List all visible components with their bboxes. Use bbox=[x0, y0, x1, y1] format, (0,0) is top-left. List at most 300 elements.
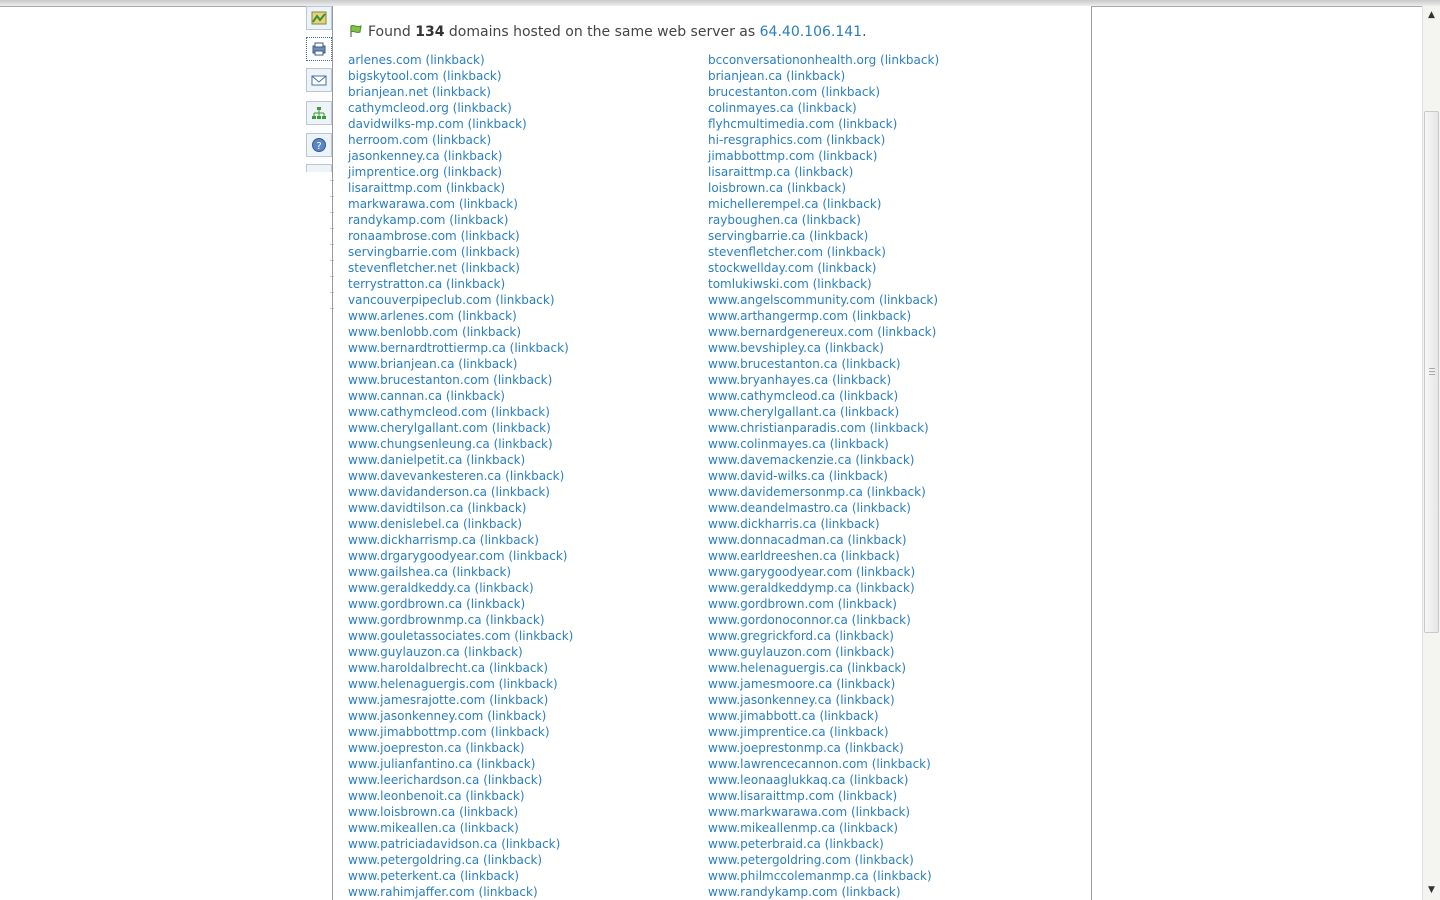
domain-row bbox=[708, 228, 939, 244]
linkback-link[interactable]: (linkback) bbox=[460, 261, 520, 275]
more-button[interactable] bbox=[306, 164, 332, 172]
domain-link[interactable]: www.mikeallen.ca bbox=[348, 821, 456, 835]
domain-link[interactable]: www.cannan.ca bbox=[348, 389, 443, 403]
domain-link[interactable]: www.markwarawa.com bbox=[708, 805, 848, 819]
domain-link[interactable]: www.leonaaglukkaq.ca bbox=[708, 773, 846, 787]
linkback-link[interactable]: (linkback) bbox=[849, 773, 909, 787]
domain-list-left bbox=[348, 52, 573, 900]
domain-link[interactable]: www.gordbrownmp.ca bbox=[348, 613, 482, 627]
linkback-link[interactable]: (linkback) bbox=[786, 69, 846, 83]
linkback-link[interactable]: (linkback) bbox=[835, 645, 895, 659]
linkback-link[interactable]: (linkback) bbox=[844, 741, 904, 755]
domain-link[interactable]: www.geraldkeddy.ca bbox=[348, 581, 471, 595]
domain-link[interactable]: www.gordbrown.ca bbox=[348, 597, 463, 611]
linkback-link[interactable]: (linkback) bbox=[432, 133, 492, 147]
linkback-link[interactable]: (linkback) bbox=[463, 645, 523, 659]
linkback-link[interactable]: (linkback) bbox=[498, 677, 558, 691]
domain-row bbox=[708, 564, 939, 580]
domain-link[interactable]: www.drgarygoodyear.com bbox=[348, 549, 505, 563]
domain-link[interactable]: www.danielpetit.ca bbox=[348, 453, 463, 467]
domain-link[interactable]: www.brucestanton.ca bbox=[708, 357, 838, 371]
help-button[interactable] bbox=[306, 133, 332, 157]
domain-link[interactable]: www.jasonkenney.com bbox=[348, 709, 484, 723]
domain-row bbox=[708, 516, 939, 532]
domain-link[interactable]: www.arlenes.com bbox=[348, 309, 454, 323]
domain-row bbox=[348, 132, 573, 148]
domain-link[interactable]: www.guylauzon.ca bbox=[348, 645, 460, 659]
linkback-link[interactable]: (linkback) bbox=[839, 821, 899, 835]
domain-row bbox=[348, 676, 573, 692]
linkback-link[interactable]: (linkback) bbox=[794, 165, 854, 179]
header-suffix: . bbox=[862, 24, 867, 40]
domain-row bbox=[708, 260, 939, 276]
domain-link[interactable]: www.david-wilks.ca bbox=[708, 469, 825, 483]
linkback-link[interactable]: (linkback) bbox=[839, 389, 899, 403]
linkback-link[interactable]: (linkback) bbox=[832, 373, 892, 387]
linkback-link[interactable]: (linkback) bbox=[854, 853, 914, 867]
linkback-link[interactable]: (linkback) bbox=[880, 53, 940, 67]
domain-row bbox=[708, 356, 939, 372]
domain-row bbox=[708, 52, 939, 68]
domain-row bbox=[348, 180, 573, 196]
domain-link[interactable]: loisbrown.ca bbox=[708, 181, 784, 195]
domain-link[interactable]: cathymcleod.org bbox=[348, 101, 449, 115]
domain-link[interactable]: www.jamesmoore.ca bbox=[708, 677, 833, 691]
domain-row bbox=[348, 660, 573, 676]
domain-row bbox=[708, 372, 939, 388]
linkback-link[interactable]: (linkback) bbox=[836, 677, 896, 691]
panel-divider-dots bbox=[330, 180, 334, 310]
linkback-link[interactable]: (linkback) bbox=[490, 485, 550, 499]
domain-link[interactable]: www.brucestanton.com bbox=[348, 373, 490, 387]
domain-link[interactable]: www.benlobb.com bbox=[348, 325, 459, 339]
domain-link[interactable]: www.cathymcleod.com bbox=[348, 405, 487, 419]
domain-link[interactable]: www.jamesrajotte.com bbox=[348, 693, 486, 707]
domain-link[interactable]: www.joepreston.ca bbox=[348, 741, 462, 755]
mail-icon bbox=[311, 72, 327, 88]
domain-link[interactable]: arlenes.com bbox=[348, 53, 422, 67]
domain-link[interactable]: www.cherylgallant.com bbox=[348, 421, 488, 435]
domain-row bbox=[348, 868, 573, 884]
linkback-link[interactable]: (linkback) bbox=[457, 309, 517, 323]
linkback-link[interactable]: (linkback) bbox=[834, 629, 894, 643]
domain-row bbox=[708, 84, 939, 100]
linkback-link[interactable]: (linkback) bbox=[855, 453, 915, 467]
domain-link[interactable]: www.jimabbottmp.com bbox=[348, 725, 487, 739]
domain-link[interactable]: brucestanton.com bbox=[708, 85, 818, 99]
email-button[interactable] bbox=[306, 68, 332, 92]
domain-link[interactable]: www.colinmayes.ca bbox=[708, 437, 826, 451]
domain-row bbox=[708, 676, 939, 692]
linkback-link[interactable]: (linkback) bbox=[491, 421, 551, 435]
domain-row bbox=[348, 436, 573, 452]
linkback-link[interactable]: (linkback) bbox=[466, 453, 526, 467]
domain-link[interactable]: www.davidemersonmp.ca bbox=[708, 485, 863, 499]
linkback-link[interactable]: (linkback) bbox=[878, 293, 939, 307]
domain-link[interactable]: www.helenaguergis.ca bbox=[708, 661, 844, 675]
domain-link[interactable]: www.leerichardson.ca bbox=[348, 773, 480, 787]
domain-row bbox=[348, 164, 573, 180]
svg-text:?: ? bbox=[316, 141, 322, 152]
domain-row bbox=[348, 100, 573, 116]
linkback-link[interactable]: (linkback) bbox=[514, 629, 574, 643]
domain-link[interactable]: www.petergoldring.ca bbox=[348, 853, 480, 867]
domain-link[interactable]: www.gailshea.ca bbox=[348, 565, 449, 579]
domain-link[interactable]: hi-resgraphics.com bbox=[708, 133, 823, 147]
linkback-link[interactable]: (linkback) bbox=[442, 165, 503, 179]
domain-link[interactable]: www.peterkent.ca bbox=[348, 869, 457, 883]
domain-link[interactable]: www.bernardgenereux.com bbox=[708, 325, 874, 339]
domain-link[interactable]: jimprentice.org bbox=[348, 165, 440, 179]
linkback-link[interactable]: (linkback) bbox=[463, 517, 523, 531]
domain-link[interactable]: colinmayes.ca bbox=[708, 101, 794, 115]
linkback-link[interactable]: (linkback) bbox=[495, 293, 555, 307]
linkback-link[interactable]: (linkback) bbox=[459, 821, 519, 835]
linkback-link[interactable]: (linkback) bbox=[840, 549, 900, 563]
domain-row bbox=[708, 196, 939, 212]
domain-link[interactable]: www.leonbenoit.ca bbox=[348, 789, 462, 803]
linkback-link[interactable]: (linkback) bbox=[509, 341, 569, 355]
domain-row bbox=[348, 708, 573, 724]
linkback-link[interactable]: (linkback) bbox=[826, 245, 886, 259]
linkback-link[interactable]: (linkback) bbox=[838, 789, 898, 803]
linkback-link[interactable]: (linkback) bbox=[460, 245, 520, 259]
domain-row bbox=[348, 228, 573, 244]
domain-row bbox=[348, 724, 573, 740]
domain-row bbox=[708, 612, 939, 628]
linkback-link[interactable]: (linkback) bbox=[445, 181, 505, 195]
domain-row bbox=[708, 180, 939, 196]
linkback-link[interactable]: (linkback) bbox=[851, 501, 911, 515]
linkback-link[interactable]: (linkback) bbox=[871, 757, 931, 771]
domain-row bbox=[708, 388, 939, 404]
domain-link[interactable]: www.geraldkeddymp.ca bbox=[708, 581, 852, 595]
linkback-link[interactable]: (linkback) bbox=[431, 85, 491, 99]
domain-link[interactable]: www.davevankesteren.ca bbox=[348, 469, 502, 483]
scrollbar-thumb[interactable] bbox=[1424, 111, 1439, 633]
domain-link[interactable]: www.peterbraid.ca bbox=[708, 837, 821, 851]
domain-link[interactable]: flyhcmultimedia.com bbox=[708, 117, 835, 131]
domain-link[interactable]: terrystratton.ca bbox=[348, 277, 443, 291]
linkback-link[interactable]: (linkback) bbox=[449, 213, 509, 227]
domain-link[interactable]: www.brianjean.ca bbox=[348, 357, 455, 371]
domain-row bbox=[348, 548, 573, 564]
scroll-up-arrow-icon[interactable]: ▲ bbox=[1428, 10, 1435, 20]
linkback-link[interactable]: (linkback) bbox=[442, 69, 502, 83]
print-button[interactable] bbox=[306, 37, 332, 61]
domain-row bbox=[348, 516, 573, 532]
linkback-link[interactable]: (linkback) bbox=[505, 469, 565, 483]
linkback-link[interactable]: (linkback) bbox=[493, 373, 553, 387]
domain-link[interactable]: markwarawa.com bbox=[348, 197, 455, 211]
domain-row bbox=[348, 804, 573, 820]
domain-row bbox=[708, 852, 939, 868]
linkback-link[interactable]: (linkback) bbox=[835, 693, 895, 707]
linkback-link[interactable]: (linkback) bbox=[824, 837, 884, 851]
linkback-link[interactable]: (linkback) bbox=[850, 805, 911, 819]
domain-row bbox=[348, 404, 573, 420]
linkback-link[interactable]: (linkback) bbox=[837, 597, 897, 611]
domain-link[interactable]: www.rahimjaffer.com bbox=[348, 885, 475, 899]
domain-link[interactable]: www.philmccolemanmp.ca bbox=[708, 869, 869, 883]
linkback-link[interactable]: (linkback) bbox=[459, 805, 519, 819]
domain-link[interactable]: www.davemackenzie.ca bbox=[708, 453, 852, 467]
domain-link[interactable]: servingbarrie.ca bbox=[708, 229, 806, 243]
domain-link[interactable]: www.denislebel.ca bbox=[348, 517, 460, 531]
linkback-link[interactable]: (linkback) bbox=[847, 533, 907, 547]
domain-link[interactable]: vancouverpipeclub.com bbox=[348, 293, 492, 307]
domain-row bbox=[348, 68, 573, 84]
domain-link[interactable]: randykamp.com bbox=[348, 213, 446, 227]
domain-link[interactable]: stevenfletcher.net bbox=[348, 261, 458, 275]
domain-link[interactable]: www.donnacadman.ca bbox=[708, 533, 844, 547]
domain-link[interactable]: bigskytool.com bbox=[348, 69, 439, 83]
domain-link[interactable]: www.jimabbott.ca bbox=[708, 709, 816, 723]
domain-link[interactable]: brianjean.net bbox=[348, 85, 429, 99]
domain-row bbox=[708, 724, 939, 740]
domain-link[interactable]: herroom.com bbox=[348, 133, 429, 147]
domain-link[interactable]: www.gouletassociates.com bbox=[348, 629, 511, 643]
results-header bbox=[348, 24, 867, 44]
domain-link[interactable]: www.davidtilson.ca bbox=[348, 501, 464, 515]
domain-row bbox=[708, 820, 939, 836]
domain-row bbox=[348, 52, 573, 68]
linkback-link[interactable]: (linkback) bbox=[786, 181, 847, 195]
linkback-link[interactable]: (linkback) bbox=[852, 309, 912, 323]
domain-link[interactable]: lisaraittmp.com bbox=[348, 181, 443, 195]
linkback-link[interactable]: (linkback) bbox=[828, 469, 888, 483]
domain-row bbox=[708, 116, 939, 132]
domain-row bbox=[708, 340, 939, 356]
linkback-link[interactable]: (linkback) bbox=[478, 885, 538, 899]
linkback-link[interactable]: (linkback) bbox=[443, 149, 503, 163]
linkback-link[interactable]: (linkback) bbox=[479, 533, 539, 547]
linkback-link[interactable]: (linkback) bbox=[482, 853, 543, 867]
linkback-link[interactable]: (linkback) bbox=[466, 597, 526, 611]
linkback-link[interactable]: (linkback) bbox=[855, 581, 915, 595]
domain-row bbox=[708, 884, 939, 900]
domain-row bbox=[348, 324, 573, 340]
domain-row bbox=[348, 628, 573, 644]
domain-row bbox=[708, 276, 939, 292]
scroll-down-arrow-icon[interactable]: ▼ bbox=[1428, 885, 1435, 895]
linkback-link[interactable]: (linkback) bbox=[841, 885, 901, 899]
linkback-link[interactable]: (linkback) bbox=[846, 661, 907, 675]
sitemap-button[interactable] bbox=[306, 101, 332, 125]
domain-link[interactable]: www.mikeallenmp.ca bbox=[708, 821, 836, 835]
linkback-link[interactable]: (linkback) bbox=[809, 229, 869, 243]
domain-link[interactable]: lisaraittmp.ca bbox=[708, 165, 791, 179]
linkback-link[interactable]: (linkback) bbox=[801, 213, 861, 227]
domain-link[interactable]: www.patriciadavidson.ca bbox=[348, 837, 498, 851]
domain-row bbox=[348, 148, 573, 164]
linkback-link[interactable]: (linkback) bbox=[818, 149, 878, 163]
linkback-link[interactable]: (linkback) bbox=[508, 549, 568, 563]
domain-row bbox=[348, 244, 573, 260]
side-toolbar bbox=[304, 6, 334, 172]
linkback-link[interactable]: (linkback) bbox=[829, 725, 889, 739]
domain-row bbox=[348, 212, 573, 228]
linkback-link[interactable]: (linkback) bbox=[490, 725, 550, 739]
linkback-link[interactable]: (linkback) bbox=[829, 437, 889, 451]
domain-row bbox=[708, 836, 939, 852]
linkback-link[interactable]: (linkback) bbox=[488, 661, 549, 675]
domain-link[interactable]: www.gordonoconnor.ca bbox=[708, 613, 848, 627]
linkback-link[interactable]: (linkback) bbox=[826, 133, 886, 147]
domain-row bbox=[708, 292, 939, 308]
domain-link[interactable]: jimabbottmp.com bbox=[708, 149, 815, 163]
domain-row bbox=[348, 644, 573, 660]
domain-row bbox=[348, 788, 573, 804]
domain-row bbox=[708, 708, 939, 724]
linkback-link[interactable]: (linkback) bbox=[812, 277, 872, 291]
linkback-link[interactable]: (linkback) bbox=[872, 869, 932, 883]
linkback-link[interactable]: (linkback) bbox=[856, 565, 916, 579]
linkback-link[interactable]: (linkback) bbox=[877, 325, 937, 339]
domain-link[interactable]: www.bevshipley.ca bbox=[708, 341, 821, 355]
linkback-link[interactable]: (linkback) bbox=[451, 565, 512, 579]
domain-link[interactable]: www.lisaraittmp.com bbox=[708, 789, 835, 803]
domain-link[interactable]: www.chungsenleung.ca bbox=[348, 437, 490, 451]
domain-link[interactable]: rayboughen.ca bbox=[708, 213, 798, 227]
domain-link[interactable]: www.loisbrown.ca bbox=[348, 805, 456, 819]
domain-link[interactable]: www.haroldalbrecht.ca bbox=[348, 661, 486, 675]
domain-count: 134 bbox=[415, 24, 445, 40]
linkback-link[interactable]: (linkback) bbox=[460, 869, 520, 883]
domain-link[interactable]: www.cherylgallant.ca bbox=[708, 405, 837, 419]
header-prefix: Found bbox=[368, 24, 411, 40]
linkback-link[interactable]: (linkback) bbox=[425, 53, 485, 67]
domain-row bbox=[708, 436, 939, 452]
linkback-link[interactable]: (linkback) bbox=[458, 197, 518, 211]
domain-link[interactable]: www.earldreeshen.ca bbox=[708, 549, 837, 563]
domain-link[interactable]: www.julianfantino.ca bbox=[348, 757, 473, 771]
domain-link[interactable]: stockwellday.com bbox=[708, 261, 814, 275]
domain-row bbox=[348, 820, 573, 836]
map-button[interactable] bbox=[306, 6, 332, 30]
server-ip-link[interactable]: 64.40.106.141 bbox=[759, 24, 863, 40]
domain-link[interactable]: www.gregrickford.ca bbox=[708, 629, 831, 643]
domain-link[interactable]: stevenfletcher.com bbox=[708, 245, 823, 259]
domain-row bbox=[708, 548, 939, 564]
domain-row bbox=[348, 84, 573, 100]
domain-row bbox=[708, 484, 939, 500]
domain-link[interactable]: ronaambrose.com bbox=[348, 229, 457, 243]
domain-link[interactable]: www.bryanhayes.ca bbox=[708, 373, 829, 387]
domain-link[interactable]: www.arthangermp.com bbox=[708, 309, 849, 323]
map-icon bbox=[311, 10, 327, 26]
domain-row bbox=[708, 420, 939, 436]
linkback-link[interactable]: (linkback) bbox=[501, 837, 561, 851]
domain-row bbox=[708, 404, 939, 420]
domain-link[interactable]: davidwilks-mp.com bbox=[348, 117, 464, 131]
linkback-link[interactable]: (linkback) bbox=[476, 757, 536, 771]
domain-row bbox=[708, 468, 939, 484]
domain-link[interactable]: www.deandelmastro.ca bbox=[708, 501, 849, 515]
linkback-link[interactable]: (linkback) bbox=[866, 485, 926, 499]
vertical-scrollbar[interactable] bbox=[1422, 6, 1440, 900]
domain-link[interactable]: servingbarrie.com bbox=[348, 245, 458, 259]
domain-link[interactable]: www.dickharris.ca bbox=[708, 517, 817, 531]
linkback-link[interactable]: (linkback) bbox=[446, 277, 506, 291]
domain-row bbox=[708, 100, 939, 116]
domain-link[interactable]: www.lawrencecannon.com bbox=[708, 757, 868, 771]
linkback-link[interactable]: (linkback) bbox=[822, 197, 882, 211]
domain-link[interactable]: www.randykamp.com bbox=[708, 885, 838, 899]
linkback-link[interactable]: (linkback) bbox=[467, 501, 527, 515]
domain-link[interactable]: www.helenaguergis.com bbox=[348, 677, 495, 691]
linkback-link[interactable]: (linkback) bbox=[483, 773, 543, 787]
domain-link[interactable]: www.jimprentice.ca bbox=[708, 725, 826, 739]
linkback-link[interactable]: (linkback) bbox=[819, 709, 879, 723]
linkback-link[interactable]: (linkback) bbox=[840, 405, 900, 419]
domain-link[interactable]: jasonkenney.ca bbox=[348, 149, 440, 163]
domain-link[interactable]: www.jasonkenney.ca bbox=[708, 693, 832, 707]
linkback-link[interactable]: (linkback) bbox=[461, 325, 522, 339]
domain-link[interactable]: www.angelscommunity.com bbox=[708, 293, 876, 307]
linkback-link[interactable]: (linkback) bbox=[467, 117, 527, 131]
help-icon bbox=[311, 137, 327, 153]
linkback-link[interactable]: (linkback) bbox=[820, 85, 881, 99]
domain-row bbox=[348, 292, 573, 308]
domain-link[interactable]: michellerempel.ca bbox=[708, 197, 819, 211]
domain-link[interactable]: www.bernardtrottiermp.ca bbox=[348, 341, 506, 355]
domain-link[interactable]: www.petergoldring.com bbox=[708, 853, 851, 867]
domain-link[interactable]: www.garygoodyear.com bbox=[708, 565, 853, 579]
domain-row bbox=[708, 740, 939, 756]
domain-link[interactable]: www.dickharrismp.ca bbox=[348, 533, 476, 547]
linkback-link[interactable]: (linkback) bbox=[445, 389, 505, 403]
domain-row bbox=[708, 644, 939, 660]
linkback-link[interactable]: (linkback) bbox=[465, 741, 525, 755]
domain-link[interactable]: brianjean.ca bbox=[708, 69, 783, 83]
linkback-link[interactable]: (linkback) bbox=[493, 437, 553, 451]
linkback-link[interactable]: (linkback) bbox=[458, 357, 518, 371]
linkback-link[interactable]: (linkback) bbox=[465, 789, 525, 803]
domain-link[interactable]: tomlukiwski.com bbox=[708, 277, 809, 291]
linkback-link[interactable]: (linkback) bbox=[851, 613, 911, 627]
linkback-link[interactable]: (linkback) bbox=[824, 341, 884, 355]
linkback-link[interactable]: (linkback) bbox=[838, 117, 898, 131]
linkback-link[interactable]: (linkback) bbox=[485, 613, 545, 627]
linkback-link[interactable]: (linkback) bbox=[490, 405, 550, 419]
linkback-link[interactable]: (linkback) bbox=[487, 709, 547, 723]
domain-row bbox=[348, 196, 573, 212]
domain-link[interactable]: bcconversationonhealth.org bbox=[708, 53, 877, 67]
domain-link[interactable]: www.guylauzon.com bbox=[708, 645, 832, 659]
linkback-link[interactable]: (linkback) bbox=[841, 357, 901, 371]
domain-row bbox=[348, 452, 573, 468]
linkback-link[interactable]: (linkback) bbox=[817, 261, 877, 275]
domain-row bbox=[348, 468, 573, 484]
linkback-link[interactable]: (linkback) bbox=[460, 229, 520, 243]
domain-link[interactable]: www.davidanderson.ca bbox=[348, 485, 488, 499]
linkback-link[interactable]: (linkback) bbox=[869, 421, 929, 435]
domain-link[interactable]: www.gordbrown.com bbox=[708, 597, 834, 611]
domain-row bbox=[708, 132, 939, 148]
linkback-link[interactable]: (linkback) bbox=[820, 517, 880, 531]
domain-row bbox=[348, 756, 573, 772]
linkback-link[interactable]: (linkback) bbox=[797, 101, 857, 115]
linkback-link[interactable]: (linkback) bbox=[489, 693, 549, 707]
linkback-link[interactable]: (linkback) bbox=[474, 581, 534, 595]
domain-link[interactable]: www.christianparadis.com bbox=[708, 421, 866, 435]
domain-link[interactable]: www.joeprestonmp.ca bbox=[708, 741, 841, 755]
domain-row bbox=[708, 500, 939, 516]
domain-row bbox=[348, 836, 573, 852]
domain-link[interactable]: www.cathymcleod.ca bbox=[708, 389, 836, 403]
linkback-link[interactable]: (linkback) bbox=[452, 101, 512, 115]
